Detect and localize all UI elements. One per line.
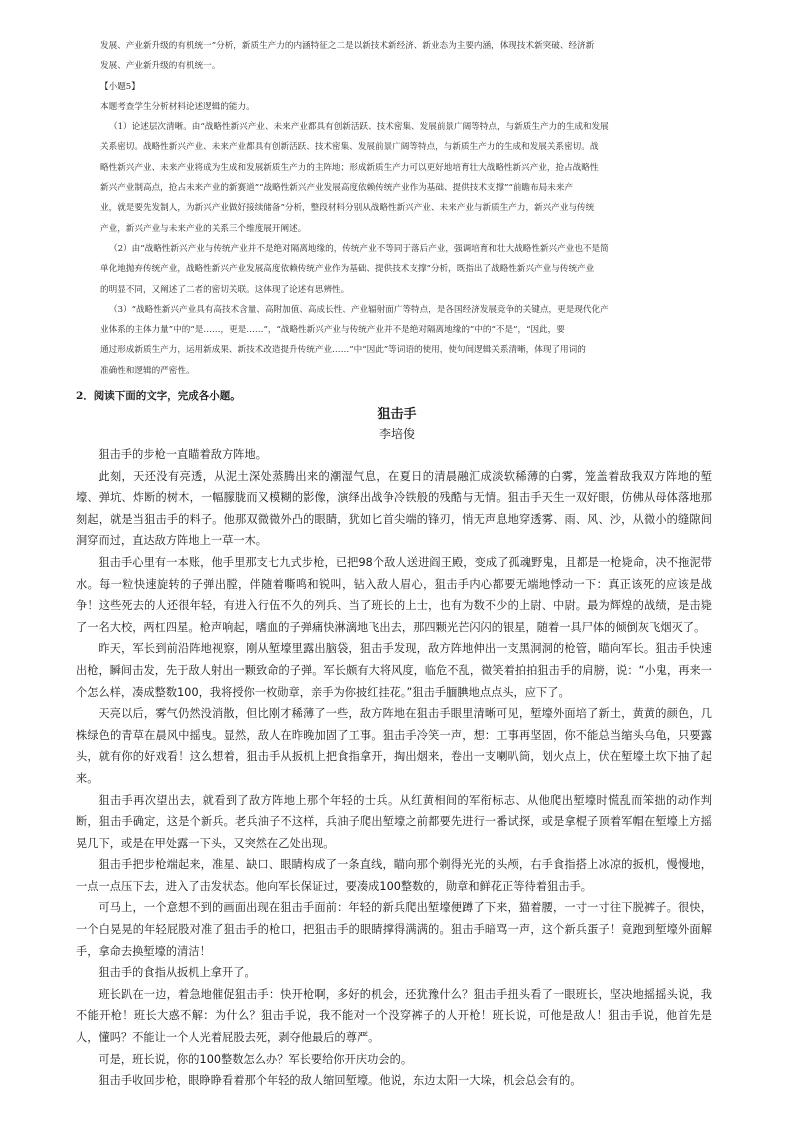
analysis-point-1-line: （1）论述层次清晰。由“战略性新兴产业、未来产业都具有创新活跃、技术密集、发展前景广阔等特点，与新质生产力的生成和发展 <box>109 122 609 133</box>
analysis-point-1-line: 产业，新兴产业与未来产业的关系三个维度展开阐述。 <box>100 223 307 234</box>
analysis-point-3-line: （3）“战略性新兴产业具有高技术含量、高附加值、高成长性、产业辐射面广等特点，是各国经济发展竞争的关键点，更是现代化产 <box>109 304 609 315</box>
analysis-line: 发展、产业新升级的有机统一。 <box>100 61 221 72</box>
story-paragraph: 昨天，军长到前沿阵地视察，刚从堑壕里露出脑袋，狙击手发现，敌方阵地伸出一支黑洞洞的枪管，瞄向军长。狙击手快速出枪，瞬间击发，先于敌人射出一颗致命的子弹。军长颇有大将风度，临危不乱，微笑着拍拍狙击手的肩膀，说：“小鬼，再来一个怎么样，凑成整数100，我将授你一枚勋章，亲手为你披红挂花。”狙击手腼腆地点点头，应下了。 <box>76 642 712 699</box>
story-paragraph: 可是，班长说，你的100整数怎么办？军长要给你开庆功会的。 <box>98 1052 413 1066</box>
analysis-point-1-line: 略性新兴产业、未来产业将成为生成和发展新质生产力的主阵地；形成新质生产力可以更好地培育壮大战略性新兴产业，抢占战略性 <box>100 162 599 173</box>
analysis-point-1-line: 关系密切。战略性新兴产业、未来产业都具有创新活跃、技术密集、发展前景广阔等特点，与新质生产力的生成和发展关系密切。战 <box>100 142 599 153</box>
analysis-point-2-line: （2）由“战略性新兴产业与传统产业并不是绝对隔离地缘的，传统产业不等同于落后产业，强调培育和壮大战略性新兴产业也不是简 <box>109 243 609 254</box>
analysis-point-2-line: 单化地抛弃传统产业，战略性新兴产业发展高度依赖传统产业作为基础、提供技术支撑”分析，既指出了战略性新兴产业与传统产业 <box>100 264 595 275</box>
analysis-point-1-line: 业，就是要先发制人，为新兴产业做好接续储备”分析，整段材料分别从战略性新兴产业、未来产业与新质生产力，新兴产业与传统 <box>100 203 595 214</box>
analysis-point-2-line: 的明显不同，又阐述了二者的密切关联。这体现了论述有思辨性。 <box>100 284 350 295</box>
analysis-point-1-line: 新兴产业制高点，抢占未来产业的新赛道”“战略性新兴产业发展高度依赖传统产业作为基础、提供技术支撑”“前瞻布局未来产 <box>100 183 574 194</box>
story-paragraph: 狙击手收回步枪，眼睁睁看着那个年轻的敌人缩回堑壕。他说，东边太阳一大垛，机会总会有的。 <box>98 1074 582 1088</box>
story-paragraph: 狙击手的食指从扳机上拿开了。 <box>98 966 256 980</box>
analysis-point-3-line: 业体系的主体力量”中的“是……，更是……”，“战略性新兴产业与传统产业并不是绝对隔离地缘的”中的“不是”，“因此，要 <box>100 325 565 336</box>
story-paragraph: 可马上，一个意想不到的画面出现在狙击手面前：年轻的新兵爬出堑壕便蹲了下来，猫着腰，一寸一寸往下脱裤子。很快，一个白晃晃的年轻屁股对准了狙击手的枪口，把狙击手的眼睛撑得满满的。狙击手暗骂一声，这个新兵蛋子！竟跑到堑壕外面解手，拿命去换堑壕的清洁！ <box>76 901 712 958</box>
story-paragraph: 狙击手的步枪一直瞄着敌方阵地。 <box>98 448 267 461</box>
story-author: 李培俊 <box>378 427 415 441</box>
question-5-intro: 本题考查学生分析材料论述逻辑的能力。 <box>100 101 255 112</box>
story-title: 狙击手 <box>377 407 417 422</box>
story-paragraph: 狙击手心里有一本账，他手里那支七九式步枪，已把98个敌人送进阎王殿，变成了孤魂野鬼，且都是一枪毙命，决不拖泥带水。每一粒快速旋转的子弹出膛，伴随着嘶鸣和锐叫，钻入敌人眉心，狙击手内心都要无端地悸动一下：真正该死的应该是战争！这些死去的人还很年轻，有进入行伍不久的列兵、当了班长的上士，也有为数不少的上尉、中尉。最为辉煌的战绩，是击毙了一名大校，两杠四星。枪声响起，嗜血的子弹痛快淋漓地飞出去，那四颗光芒闪闪的银星，随着一具尸体的倾倒灰飞烟灭了。 <box>76 555 712 634</box>
story-paragraph: 此刻，天还没有亮透，从泥土深处蒸腾出来的潮湿气息，在夏日的清晨融汇成淡软稀薄的白雾，笼盖着敌我双方阵地的堑壕、弹坑、炸断的树木，一幅朦胧而又模糊的影像，演绎出战争冷铁般的残酷与无情。狙击手天生一双好眼，仿佛从母体落地那刻起，就是当狙击手的料子。他那双微微外凸的眼睛，犹如匕首尖端的锋刃，悄无声息地穿透雾、雨、风、沙，从微小的缝隙间洞穿而过，直达敌方阵地上一草一木。 <box>76 469 712 548</box>
story-paragraph: 狙击手把步枪端起来，准星、缺口、眼睛构成了一条直线，瞄向那个剃得光光的头颅，右手食指搭上冰凉的扳机，慢慢地，一点一点压下去，进入了击发状态。他向军长保证过，要凑成100整数的，勋章和鲜花正等待着狙击手。 <box>76 858 712 893</box>
question-2-label: 2．阅读下面的文字，完成各小题。 <box>76 390 241 402</box>
story-paragraph: 天亮以后，雾气仍然没消散，但比刚才稀薄了一些，敌方阵地在狙击手眼里清晰可见，堑壕外面培了新土，黄黄的颜色，几株绿色的青草在晨风中摇曳。显然，敌人在昨晚加固了工事。狙击手冷笑一声，想：工事再坚固，你不能总当缩头乌龟，只要露头，就有你的好戏看！这么想着，狙击手从扳机上把食指拿开，掏出烟来，卷出一支喇叭筒，划火点上，伏在堑壕土坎下抽了起来。 <box>76 707 712 785</box>
analysis-line: 发展、产业新升级的有机统一”分析，新质生产力的内涵特征之二是以新技术新经济、新业态为主要内涵，体现技术新突破、经济新 <box>100 41 595 51</box>
story-paragraph: 狙击手再次望出去，就看到了敌方阵地上那个年轻的士兵。从红黄相间的军衔标志、从他爬出堑壕时慌乱而笨拙的动作判断，狙击手确定，这是个新兵。老兵油子不这样，兵油子爬出堑壕之前都要先进行一番试探，或是拿棍子顶着军帽在堑壕上方摇晃几下，或是在甲处露一下头，又突然在乙处出现。 <box>76 793 712 850</box>
question-5-tag: 【小题5】 <box>100 81 140 92</box>
analysis-point-3-line: 准确性和逻辑的严密性。 <box>100 365 195 376</box>
answer-analysis <box>100 36 724 381</box>
analysis-point-3-line: 通过形成新质生产力，运用新成果、新技术改造提升传统产业……”中“因此”等词语的使用，使句间逻辑关系清晰，体现了用词的 <box>100 345 586 356</box>
story-body <box>76 444 712 1092</box>
story-paragraph: 班长趴在一边，着急地催促狙击手：快开枪啊，多好的机会，还犹豫什么？狙击手扭头看了一眼班长，坚决地摇摇头说，我不能开枪！班长大惑不解：为什么？狙击手说，我不能对一个没穿裤子的人开枪！班长说，可他是敌人！狙击手说，他首先是人，懂吗？不能让一个人光着屁股去死，剥夺他最后的尊严。 <box>76 987 712 1045</box>
